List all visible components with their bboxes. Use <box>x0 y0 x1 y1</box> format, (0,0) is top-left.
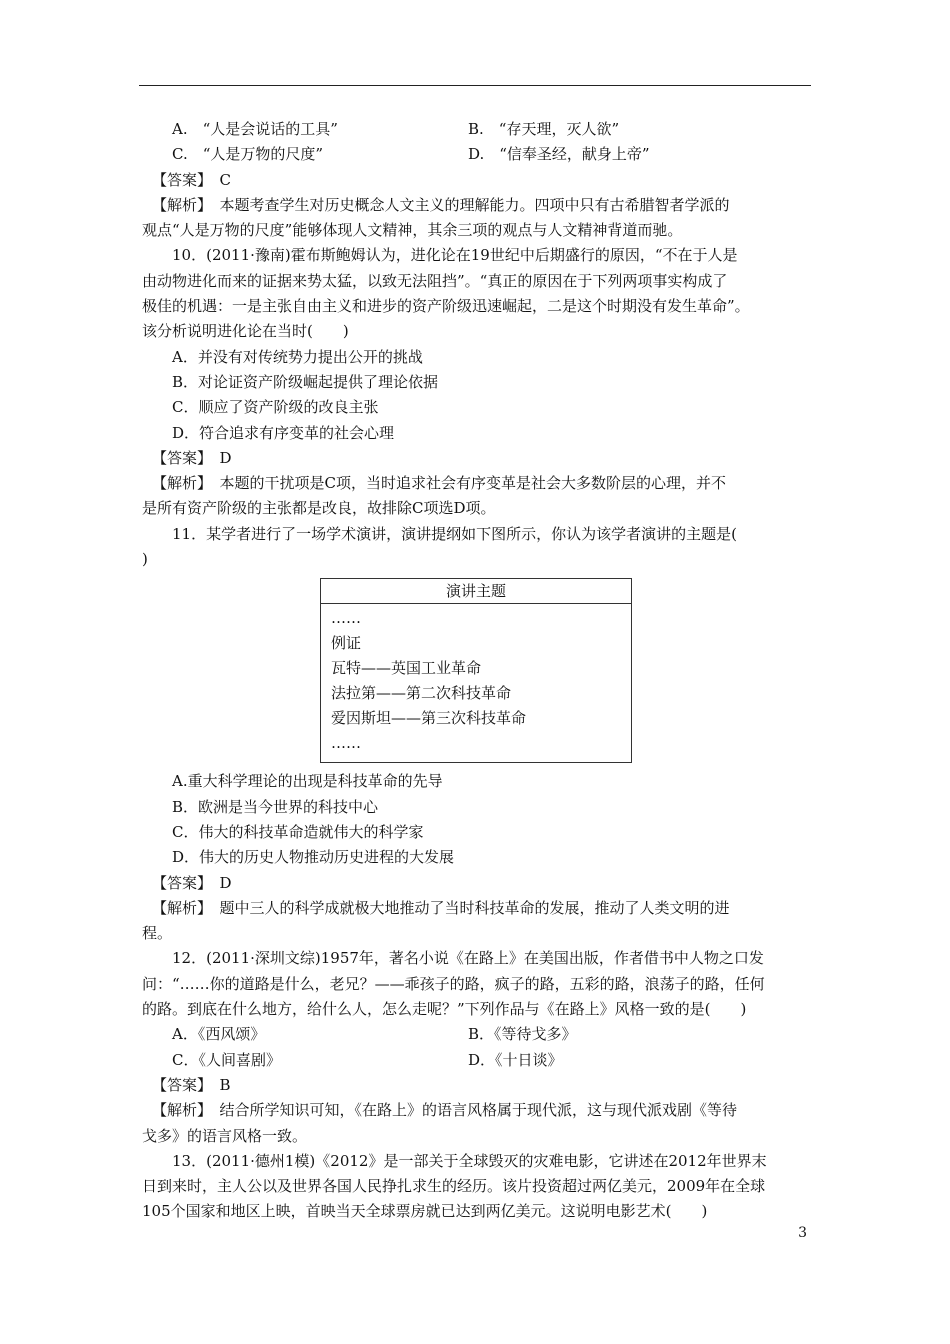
q12-stem-line-2: 问：“……你的道路是什么，老兄？——乖孩子的路，疯子的路，五彩的路，浪荡子的路，任何 <box>142 974 765 993</box>
q9-option-b: B. “存天理，灭人欲” <box>468 120 620 138</box>
q10-option-a: A．并没有对传统势力提出公开的挑战 <box>172 347 423 366</box>
q12-analysis-line-2: 戈多》的语言风格一致。 <box>142 1126 308 1145</box>
outline-line: …… <box>331 734 361 753</box>
lecture-outline-title: 演讲主题 <box>321 579 631 604</box>
q9-options-row-2 <box>142 142 812 167</box>
q10-stem-line-4: 该分析说明进化论在当时( ) <box>142 322 349 341</box>
q9-analysis-line-2: 观点“人是万物的尺度”能够体现人文精神，其余三项的观点与人文精神背道而驰。 <box>142 221 683 240</box>
outline-line: 法拉第——第二次科技革命 <box>331 684 512 703</box>
outline-line: 例证 <box>331 634 362 653</box>
outline-line: …… <box>331 609 361 628</box>
lecture-outline-body <box>321 604 631 762</box>
q10-answer: 【答案】 D <box>152 448 232 467</box>
q11-option-d: D．伟大的历史人物推动历史进程的大发展 <box>172 848 455 867</box>
q10-stem-line-1: 10．(2011·豫南)霍布斯鲍姆认为，进化论在19世纪中后期盛行的原因，“不在于人是 <box>172 246 738 265</box>
q10-analysis-line-2: 是所有资产阶级的主张都是改良，故排除C项选D项。 <box>142 499 496 518</box>
q11-stem-line-1: 11．某学者进行了一场学术演讲，演讲提纲如下图所示，你认为该学者演讲的主题是( <box>172 524 737 543</box>
lecture-outline-box <box>320 578 632 763</box>
q10-stem-line-2: 由动物进化而来的证据来势太猛，以致无法阻挡”。“真正的原因在于下列两项事实构成了 <box>142 271 728 290</box>
q10-analysis-line-1: 【解析】 本题的干扰项是C项，当时追求社会有序变革是社会大多数阶层的心理，并不 <box>152 474 726 493</box>
q11-option-a: A.重大科学理论的出现是科技革命的先导 <box>172 772 443 791</box>
q12-option-a: A．《西风颂》 <box>172 1025 266 1044</box>
q9-answer: 【答案】 C <box>152 170 231 189</box>
q10-option-d: D．符合追求有序变革的社会心理 <box>172 423 395 442</box>
q9-analysis-line-1: 【解析】 本题考查学生对历史概念人文主义的理解能力。四项中只有古希腊智者学派的 <box>152 195 730 214</box>
q11-option-b: B．欧洲是当今世界的科技中心 <box>172 797 379 816</box>
q9-option-c: C. “人是万物的尺度” <box>172 145 324 164</box>
page-content <box>142 117 812 1225</box>
q12-option-b: B．《等待戈多》 <box>468 1025 577 1044</box>
q12-answer: 【答案】 B <box>152 1075 231 1094</box>
q13-stem-line-3: 105个国家和地区上映，首映当天全球票房就已达到两亿美元。这说明电影艺术( ) <box>142 1202 708 1221</box>
q10-option-b: B．对论证资产阶级崛起提供了理论依据 <box>172 372 439 391</box>
q12-stem-line-3: 的路。到底在什么地方，给什么人，怎么走呢？”下列作品与《在路上》风格一致的是( ) <box>142 1000 747 1019</box>
header-rule <box>139 85 811 86</box>
q12-option-d: D．《十日谈》 <box>468 1050 563 1069</box>
page-number: 3 <box>798 1225 807 1241</box>
q13-stem-line-2: 日到来时，主人公以及世界各国人民挣扎求生的经历。该片投资超过两亿美元，2009年在全球 <box>142 1177 766 1196</box>
q11-analysis-line-2: 程。 <box>142 924 173 943</box>
q10-stem-line-3: 极佳的机遇：一是主张自由主义和进步的资产阶级迅速崛起，二是这个时期没有发生革命”。 <box>142 297 750 316</box>
q9-options-row-1 <box>142 117 812 142</box>
q10-option-c: C．顺应了资产阶级的改良主张 <box>172 398 379 417</box>
q12-option-c: C．《人间喜剧》 <box>172 1050 281 1069</box>
q11-stem-line-2: ) <box>142 550 148 569</box>
q12-options-row-1 <box>142 1022 812 1047</box>
q12-options-row-2 <box>142 1048 812 1073</box>
q12-analysis-line-1: 【解析】 结合所学知识可知，《在路上》的语言风格属于现代派，这与现代派戏剧《等待 <box>152 1101 738 1120</box>
q9-option-d: D. “信奉圣经，献身上帝” <box>468 145 650 164</box>
q11-option-c: C．伟大的科技革命造就伟大的科学家 <box>172 822 424 841</box>
outline-line: 爱因斯坦——第三次科技革命 <box>331 709 527 728</box>
q11-answer: 【答案】 D <box>152 873 232 892</box>
q13-stem-line-1: 13．(2011·德州1模)《2012》是一部关于全球毁灭的灾难电影，它讲述在2012年世界末 <box>172 1151 767 1170</box>
q11-analysis-line-1: 【解析】 题中三人的科学成就极大地推动了当时科技革命的发展，推动了人类文明的进 <box>152 898 730 917</box>
outline-line: 瓦特——英国工业革命 <box>331 659 482 678</box>
q9-option-a: A. “人是会说话的工具” <box>172 120 338 138</box>
q12-stem-line-1: 12．(2011·深圳文综)1957年，著名小说《在路上》在美国出版，作者借书中人物之口发 <box>172 949 764 968</box>
